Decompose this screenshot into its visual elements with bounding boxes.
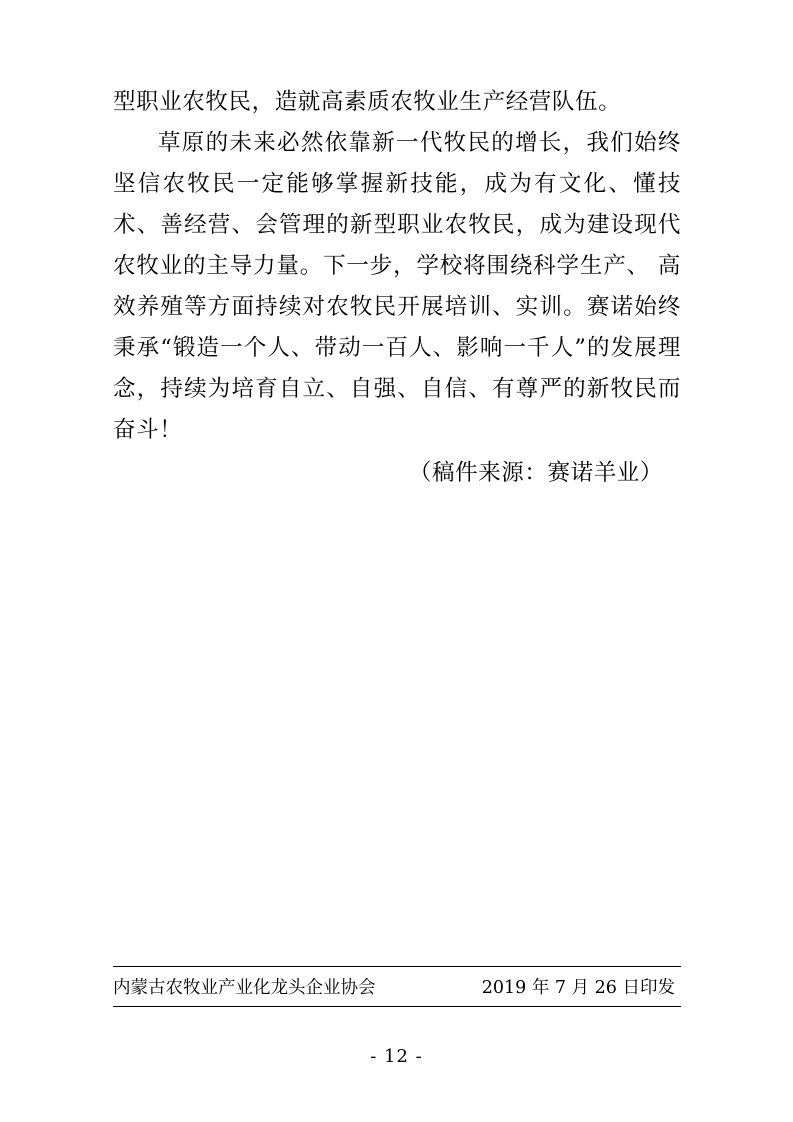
paragraph-continuation: 型职业农牧民，造就高素质农牧业生产经营队伍。 bbox=[113, 89, 622, 115]
footer-print-date: 2019 年 7 月 26 日印发 bbox=[481, 978, 675, 998]
page-footer bbox=[113, 966, 681, 1007]
footer-row bbox=[113, 967, 681, 1005]
page-number: - 12 - bbox=[370, 1046, 423, 1067]
footer-bottom-rule bbox=[113, 1006, 681, 1007]
footer-organization: 内蒙古农牧业产业化龙头企业协会 bbox=[113, 978, 376, 998]
source-attribution: （稿件来源：赛诺羊业） bbox=[408, 460, 663, 486]
paragraph-main: 草原的未来必然依靠新一代牧民的增长，我们始终坚信农牧民一定能够掌握新技能，成为有文化、懂技术、善经营、会管理的新型职业农牧民，成为建设现代农牧业的主导力量。下一步，学校将围绕科学生产、 高效养殖等方面持续对农牧民开展培训、实训。赛诺始终秉承“锻造一个人、带动一百人、影响一千人”的发展理念，持续为培育自立、自强、自信、有尊严的新牧民而奋斗！ bbox=[113, 130, 681, 443]
document-body bbox=[113, 82, 681, 494]
